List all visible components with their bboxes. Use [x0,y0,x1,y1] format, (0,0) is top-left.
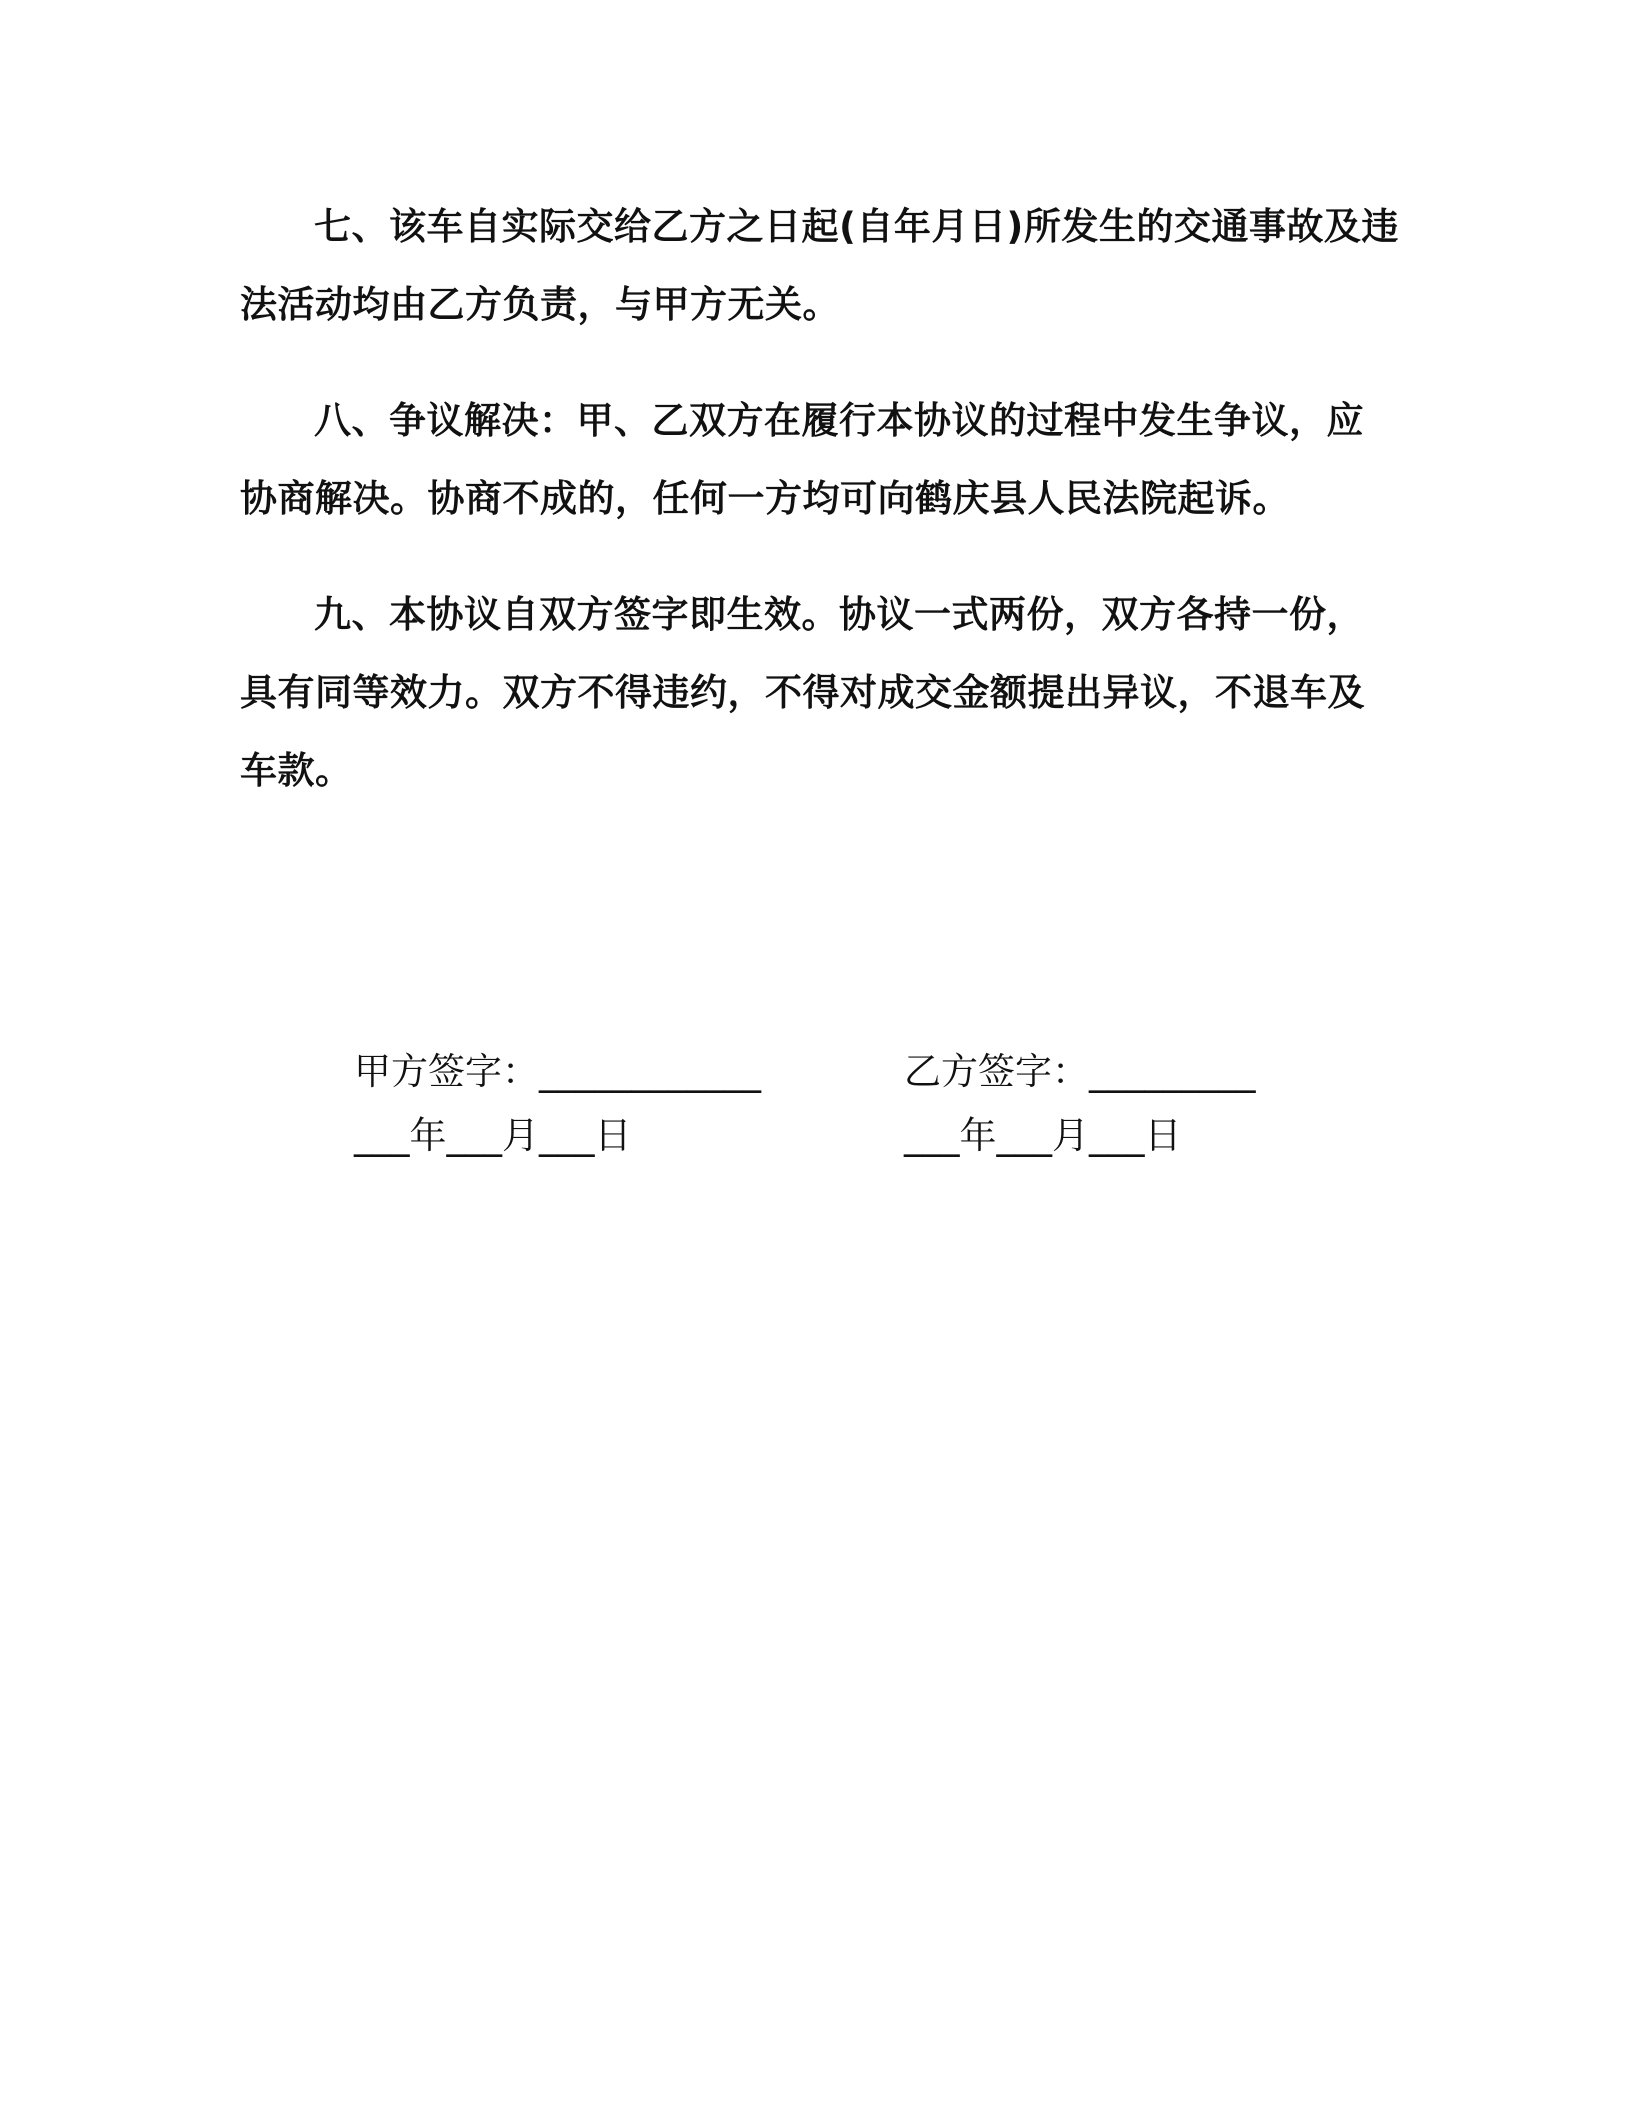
clause-8: 八、争议解决：甲、乙双方在履行本协议的过程中发生争议，应协商解决。协商不成的，任何一方均可向鹤庆县人民法院起诉。 [240,399,1364,520]
party-b-signature-label: 乙方签字：_________ [904,1050,1256,1093]
party-a-signature-label: 甲方签字：____________ [354,1050,761,1093]
party-a-date: ___年___月___日 [354,1114,632,1157]
agreement-clauses [240,188,1400,848]
party-b-date: ___年___月___日 [904,1114,1182,1157]
clause-9: 九、本协议自双方签字即生效。协议一式两份，双方各持一份，具有同等效力。双方不得违约，不得对成交金额提出异议，不退车及车款。 [240,593,1365,792]
party-b-signature [904,1040,1384,1168]
party-a-signature [354,1040,834,1168]
clause-7: 七、该车自实际交给乙方之日起(自年月日)所发生的交通事故及违法活动均由乙方负责，与甲方无关。 [240,205,1399,326]
